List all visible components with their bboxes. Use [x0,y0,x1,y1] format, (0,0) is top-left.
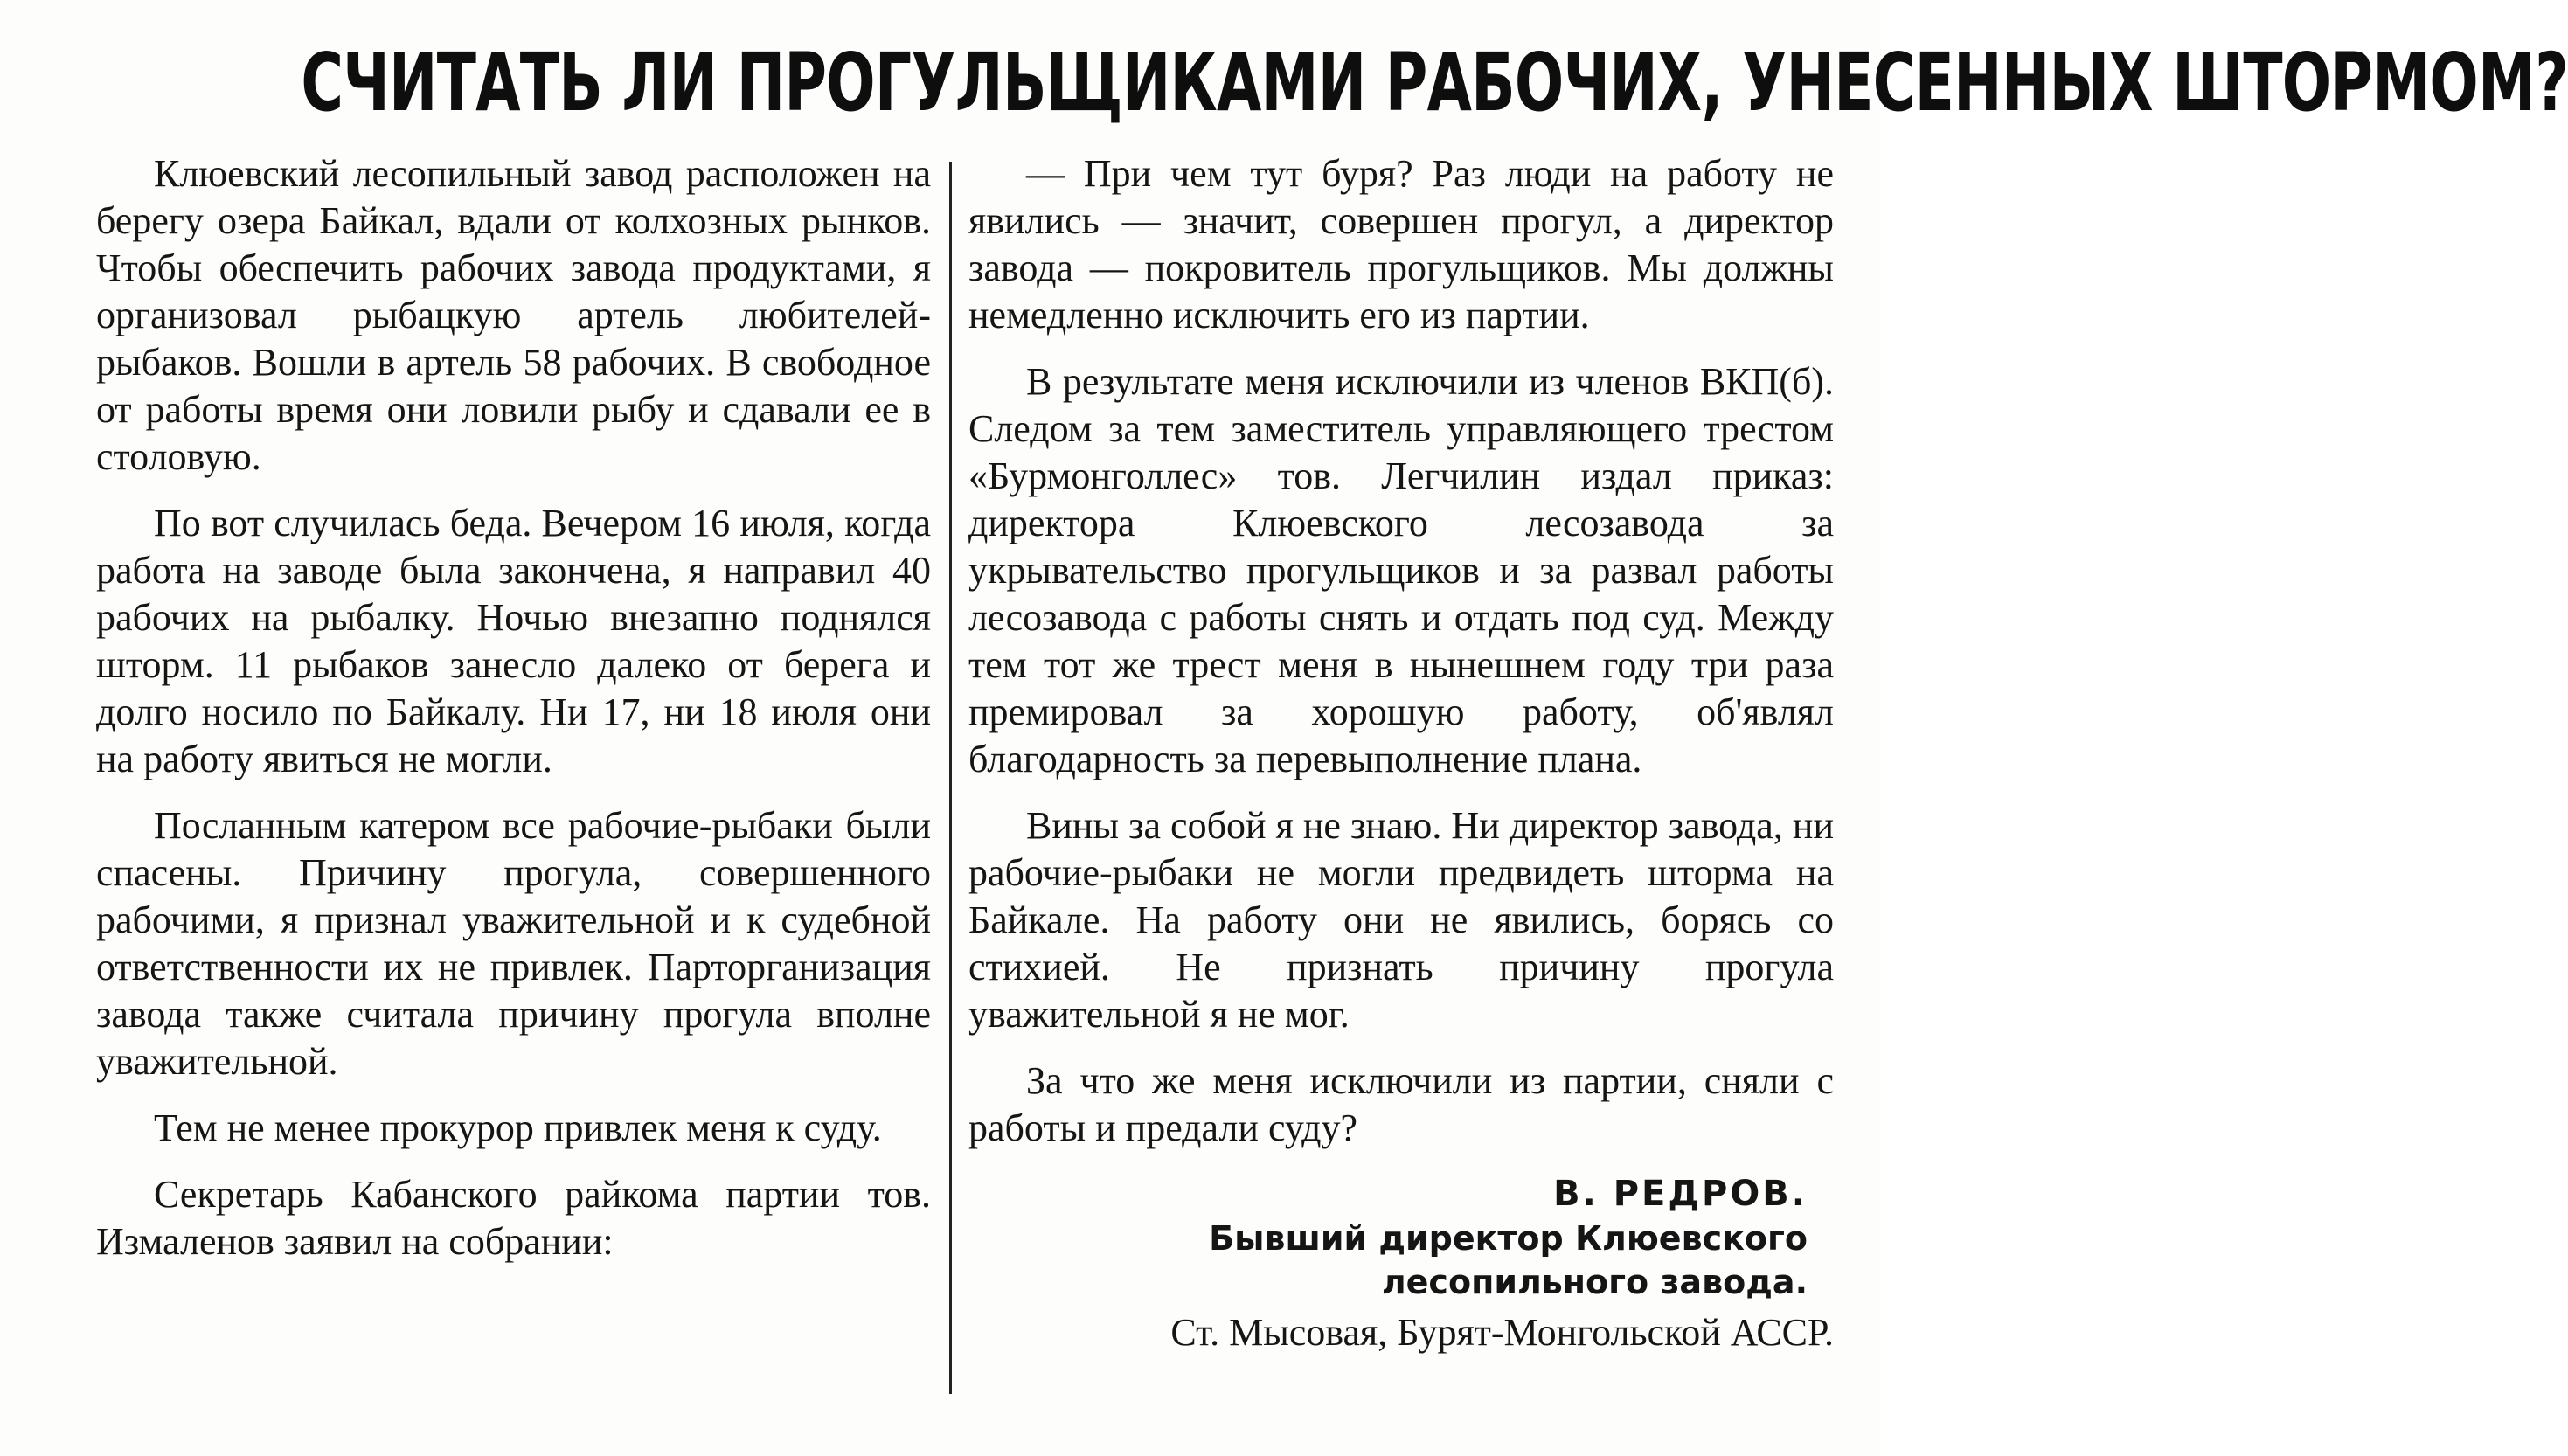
paragraph: — При чем тут буря? Раз люди на работу не явились — значит, совершен прогул, а директор завода — покровитель прогульщиков. Мы должны немедленно исключить его из партии. [968,152,1834,336]
paragraph: Вины за собой я не знаю. Ни директор завода, ни рабочие-рыбаки не могли предвидеть шторма на Байкале. На работу они не явились, борясь со стихией. Не признать причину прогула уважительной я не мог. [968,804,1834,1036]
paragraph: В результате меня исключили из членов ВКП(б). Следом за тем заместитель управляющего трестом «Бурмонголлес» тов. Легчилин издал приказ: директора Клюевского лесозавода за укрывательство прогульщиков и за развал работы лесозавода с работы снять и отдать под суд. Между тем тот же трест меня в нынешнем году три раза премировал за хорошую работу, об'являл благодарность за перевыполнение плана. [968,360,1834,780]
paragraph: Тем не менее прокурор привлек меня к суду. [154,1106,882,1149]
author-title-line2: лесопильного завода. [1381,1263,1808,1301]
signature-block [968,1171,1834,1356]
paragraph: Секретарь Кабанского райкома партии тов. Измаленов заявил на собрании: [96,1173,931,1263]
paragraph: Клюевский лесопильный завод расположен на берегу озера Байкал, вдали от колхозных рынков. Чтобы обеспечить рабочих завода продуктами, я организовал рыбацкую артель любителей-рыбаков. Вошли в артель 58 рабочих. В свободное от работы время они ловили рыбу и сдавали ее в столовую. [96,152,931,478]
left-column [96,150,931,1285]
paragraph: Посланным катером все рабочие-рыбаки были спасены. Причину прогула, совершенного рабочими, я признал уважительной и к судебной ответственности их не привлек. Парторганизация завода также считала причину прогула вполне уважительной. [96,804,931,1083]
right-column [968,150,1834,1356]
author-name: В. РЕДРОВ. [1553,1174,1808,1214]
author-title-line1: Бывший директор Клюевского [1209,1219,1808,1258]
paragraph: По вот случилась беда. Вечером 16 июля, когда работа на заводе была закончена, я направил 40 рабочих на рыбалку. Ночью внезапно поднялся шторм. 11 рыбаков занесло далеко от берега и долго носило по Байкалу. Ни 17, ни 18 июля они на работу явиться не могли. [96,502,931,780]
author-location: Ст. Мысовая, Бурят-Монгольской АССР. [1170,1311,1834,1354]
column-divider [949,162,952,1394]
paragraph: За что же меня исключили из партии, сняли с работы и предали суду? [968,1059,1834,1149]
article-headline: СЧИТАТЬ ЛИ ПРОГУЛЬЩИКАМИ РАБОЧИХ, УНЕСЕННЫХ ШТОРМОМ? [301,36,2568,129]
